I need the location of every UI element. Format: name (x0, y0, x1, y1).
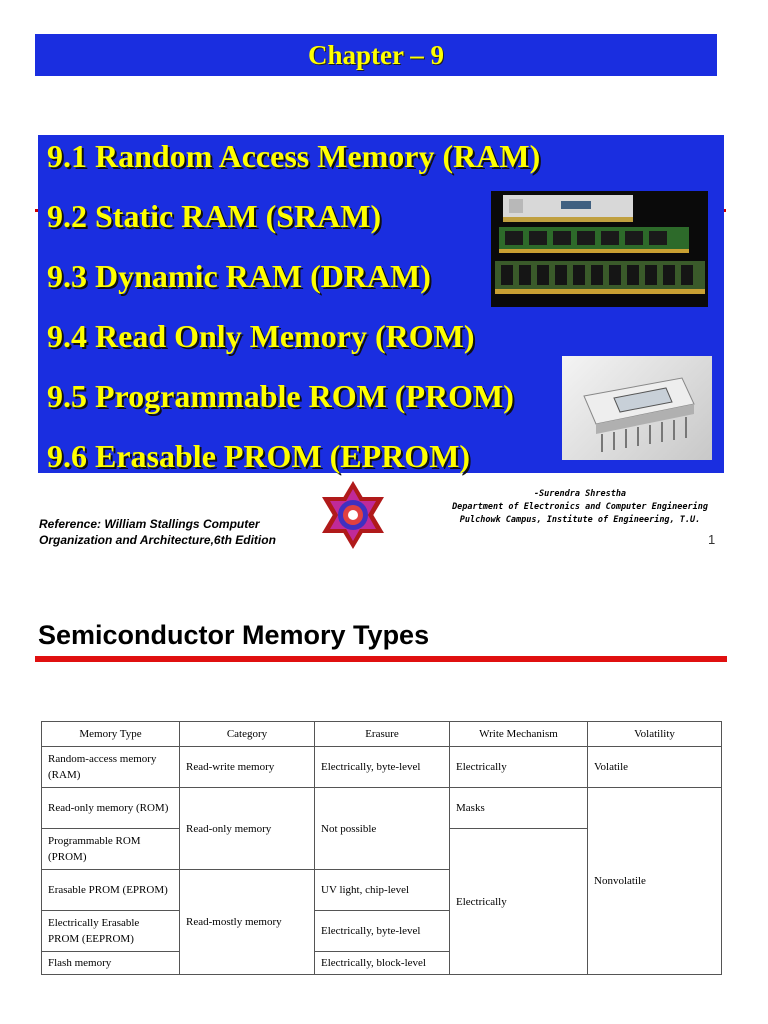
erasure-cell: Electrically, byte-level (315, 747, 450, 788)
write-mechanism-cell: Masks (450, 788, 588, 829)
ram-modules-image (491, 191, 708, 307)
topic-item: 9.6 Erasable PROM (EPROM) (47, 438, 471, 474)
volatility-cell: Nonvolatile (588, 788, 722, 975)
category-cell: Read-only memory (180, 788, 315, 870)
topic-item: 9.4 Read Only Memory (ROM) (47, 318, 475, 354)
column-header: Memory Type (42, 722, 180, 747)
institute-logo (318, 479, 388, 551)
reference-text (39, 516, 309, 548)
column-header: Volatility (588, 722, 722, 747)
reference-line: Organization and Architecture,6th Edition (39, 533, 276, 547)
memory-type-cell: Electrically Erasable PROM (EEPROM) (42, 911, 180, 952)
write-mechanism-cell: Electrically (450, 829, 588, 975)
memory-type-cell: Programmable ROM (PROM) (42, 829, 180, 870)
topic-item: 9.1 Random Access Memory (RAM) (47, 138, 541, 174)
chapter-title: Chapter – 9 (307, 39, 444, 70)
column-header: Erasure (315, 722, 450, 747)
reference-line: Reference: William Stallings Computer (39, 517, 260, 531)
slide-title: Semiconductor Memory Types (38, 620, 430, 650)
author-block (430, 488, 730, 527)
title-underline (35, 656, 727, 662)
chapter-title-bar (35, 34, 717, 76)
erasure-cell: Electrically, block-level (315, 952, 450, 975)
table-header-row (42, 722, 722, 747)
erasure-cell: UV light, chip-level (315, 870, 450, 911)
write-mechanism-cell: Electrically (450, 747, 588, 788)
table-row (42, 747, 722, 788)
campus-name: Pulchowk Campus, Institute of Engineering, T.U. (459, 515, 701, 525)
memory-type-cell: Read-only memory (ROM) (42, 788, 180, 829)
topic-item: 9.5 Programmable ROM (PROM) (47, 378, 514, 414)
memory-type-cell: Erasable PROM (EPROM) (42, 870, 180, 911)
memory-type-cell: Flash memory (42, 952, 180, 975)
page-number: 1 (708, 532, 716, 547)
column-header: Category (180, 722, 315, 747)
erasure-cell: Electrically, byte-level (315, 911, 450, 952)
erasure-cell: Not possible (315, 788, 450, 870)
topic-item: 9.3 Dynamic RAM (DRAM) (47, 258, 431, 294)
category-cell: Read-mostly memory (180, 870, 315, 975)
table-row (42, 788, 722, 829)
author-name: -Surendra Shrestha (533, 489, 627, 499)
volatility-cell: Volatile (588, 747, 722, 788)
memory-types-table (41, 721, 722, 975)
column-header: Write Mechanism (450, 722, 588, 747)
category-cell: Read-write memory (180, 747, 315, 788)
topic-item: 9.2 Static RAM (SRAM) (47, 198, 382, 234)
department-name: Department of Electronics and Computer Engineering (452, 502, 708, 512)
memory-type-cell: Random-access memory (RAM) (42, 747, 180, 788)
eprom-chip-image (562, 356, 712, 460)
